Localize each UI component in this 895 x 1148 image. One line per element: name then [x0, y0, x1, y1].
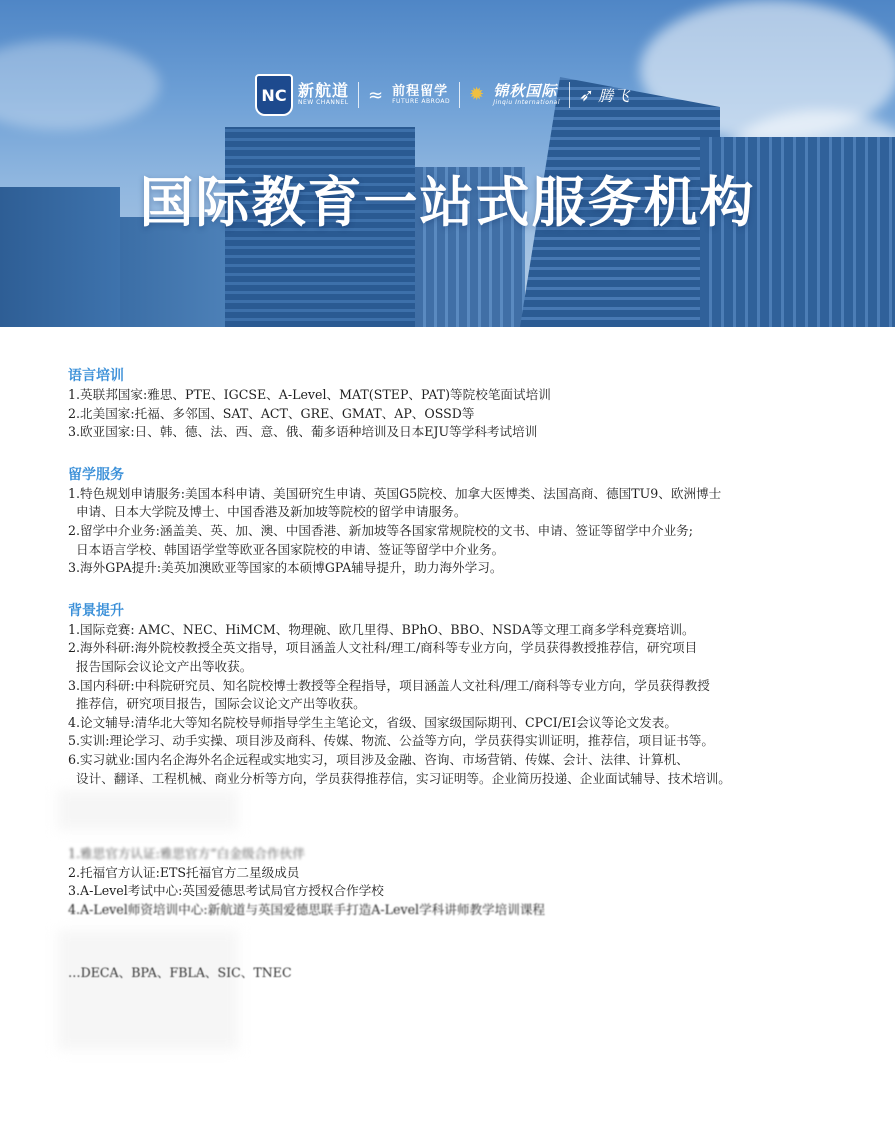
nc-badge-icon: NC — [255, 74, 293, 116]
credential-item: 1.雅思官方认证:雅思官方“白金级合作伙伴 — [68, 846, 305, 861]
section-language-training — [68, 365, 883, 442]
clubs-line: …DECA、BPA、FBLA、SIC、TNEC — [68, 965, 292, 980]
logo-divider — [459, 82, 460, 108]
nc-sub: NEW CHANNEL — [298, 99, 349, 107]
list-item: 3.国内科研:中科院研究员、知名院校博士教授等全程指导，项目涵盖人文社科/理工/商科等专业方向，学员获得教授 — [68, 677, 710, 693]
list-item: 3.海外GPA提升:美英加澳欧亚等国家的本硕博GPA辅导提升，助力海外学习。 — [68, 560, 503, 576]
service-content — [68, 365, 883, 810]
future-abroad-logo — [368, 85, 450, 106]
list-item: 2.海外科研:海外院校教授全英文指导，项目涵盖人文社科/理工/商科等专业方向，学员获得教授推荐信，研究项目 — [68, 640, 698, 656]
jinqiu-flame-icon: ✹ — [469, 84, 485, 106]
list-item: 5.实训:理论学习、动手实操、项目涉及商科、传媒、物流、公益等方向，学员获得实训证明，推荐信，项目证书等。 — [68, 733, 714, 749]
fa-sub: FUTURE ABROAD — [392, 97, 451, 105]
credential-item: 2.托福官方认证:ETS托福官方二星级成员 — [68, 864, 300, 880]
nc-name: 新航道 — [298, 81, 350, 101]
section-study-abroad — [68, 464, 883, 578]
new-channel-logo — [255, 74, 349, 116]
section-heading: 语言培训 — [68, 368, 124, 384]
list-item: 2.北美国家:托福、多邻国、SAT、ACT、GRE、GMAT、AP、OSSD等 — [68, 405, 475, 421]
list-item: 6.实习就业:国内名企海外名企远程或实地实习，项目涉及金融、咨询、市场营销、传媒、会计、法律、计算机、 — [68, 751, 689, 767]
tengfei-logo — [579, 85, 630, 106]
logo-divider — [358, 82, 359, 108]
list-item: 推荐信，研究项目报告，国际会议论文产出等收获。 — [68, 696, 366, 712]
blurred-section-area — [58, 930, 238, 1050]
jinqiu-logo — [469, 81, 561, 106]
future-abroad-icon: ≈ — [368, 84, 384, 106]
list-item: 1.特色规划申请服务:美国本科申请、美国研究生申请、英国G5院校、加拿大医博类、法国高商、德国TU9、欧洲博士 — [68, 485, 722, 501]
list-item: 日本语言学校、韩国语学堂等欧亚各国家院校的申请、签证等留学中介业务。 — [68, 541, 505, 557]
list-item: 报告国际会议论文产出等收获。 — [68, 658, 253, 674]
list-item: 1.英联邦国家:雅思、PTE、IGCSE、A-Level、MAT(STEP、PAT)等院校笔面试培训 — [68, 387, 551, 402]
credential-item: 3.A-Level考试中心:英国爱德思考试局官方授权合作学校 — [68, 883, 384, 899]
clubs-line-wrap — [68, 964, 883, 983]
credential-item: 4.A-Level师资培训中心:新航道与英国爱德思联手打造A-Level学科讲师教学培训课程 — [68, 901, 546, 917]
blurred-heading-area — [58, 790, 238, 830]
list-item: 申请、日本大学院及博士、中国香港及新加坡等院校的留学申请服务。 — [68, 504, 467, 520]
section-heading: 背景提升 — [68, 602, 124, 619]
fa-name: 前程留学 — [392, 84, 449, 100]
partner-logos — [255, 74, 630, 116]
list-item: 设计、翻译、工程机械、商业分析等方向，学员获得推荐信，实习证明等。企业简历投递、企业面试辅导、技术培训。 — [68, 770, 731, 786]
jq-sub: Jinqiu International — [493, 98, 561, 106]
tf-name: 腾飞 — [598, 86, 631, 105]
section-heading: 留学服务 — [68, 466, 124, 483]
list-item: 2.留学中介业务:涵盖美、英、加、澳、中国香港、新加坡等各国家常规院校的文书、申请、签证等留学中介业务; — [68, 522, 694, 538]
logo-divider — [569, 82, 570, 108]
hero-banner — [0, 0, 895, 327]
section-background-improvement — [68, 600, 883, 788]
jq-name: 锦秋国际 — [493, 81, 558, 100]
list-item: 4.论文辅导:清华北大等知名院校导师指导学生主笔论文，省级、国家级国际期刊、CPCI/EI会议等论文发表。 — [68, 714, 677, 730]
cloud-shape — [0, 40, 160, 130]
page-title: 国际教育一站式服务机构 — [139, 171, 756, 234]
list-item: 3.欧亚国家:日、韩、德、法、西、意、俄、葡多语种培训及日本EJU等学科考试培训 — [68, 424, 538, 440]
tengfei-wing-icon: ➶ — [579, 84, 595, 106]
credentials-list — [68, 845, 883, 919]
list-item: 1.国际竞赛: AMC、NEC、HiMCM、物理碗、欧几里得、BPhO、BBO、NSDA等文理工商多学科竞赛培训。 — [68, 621, 695, 637]
